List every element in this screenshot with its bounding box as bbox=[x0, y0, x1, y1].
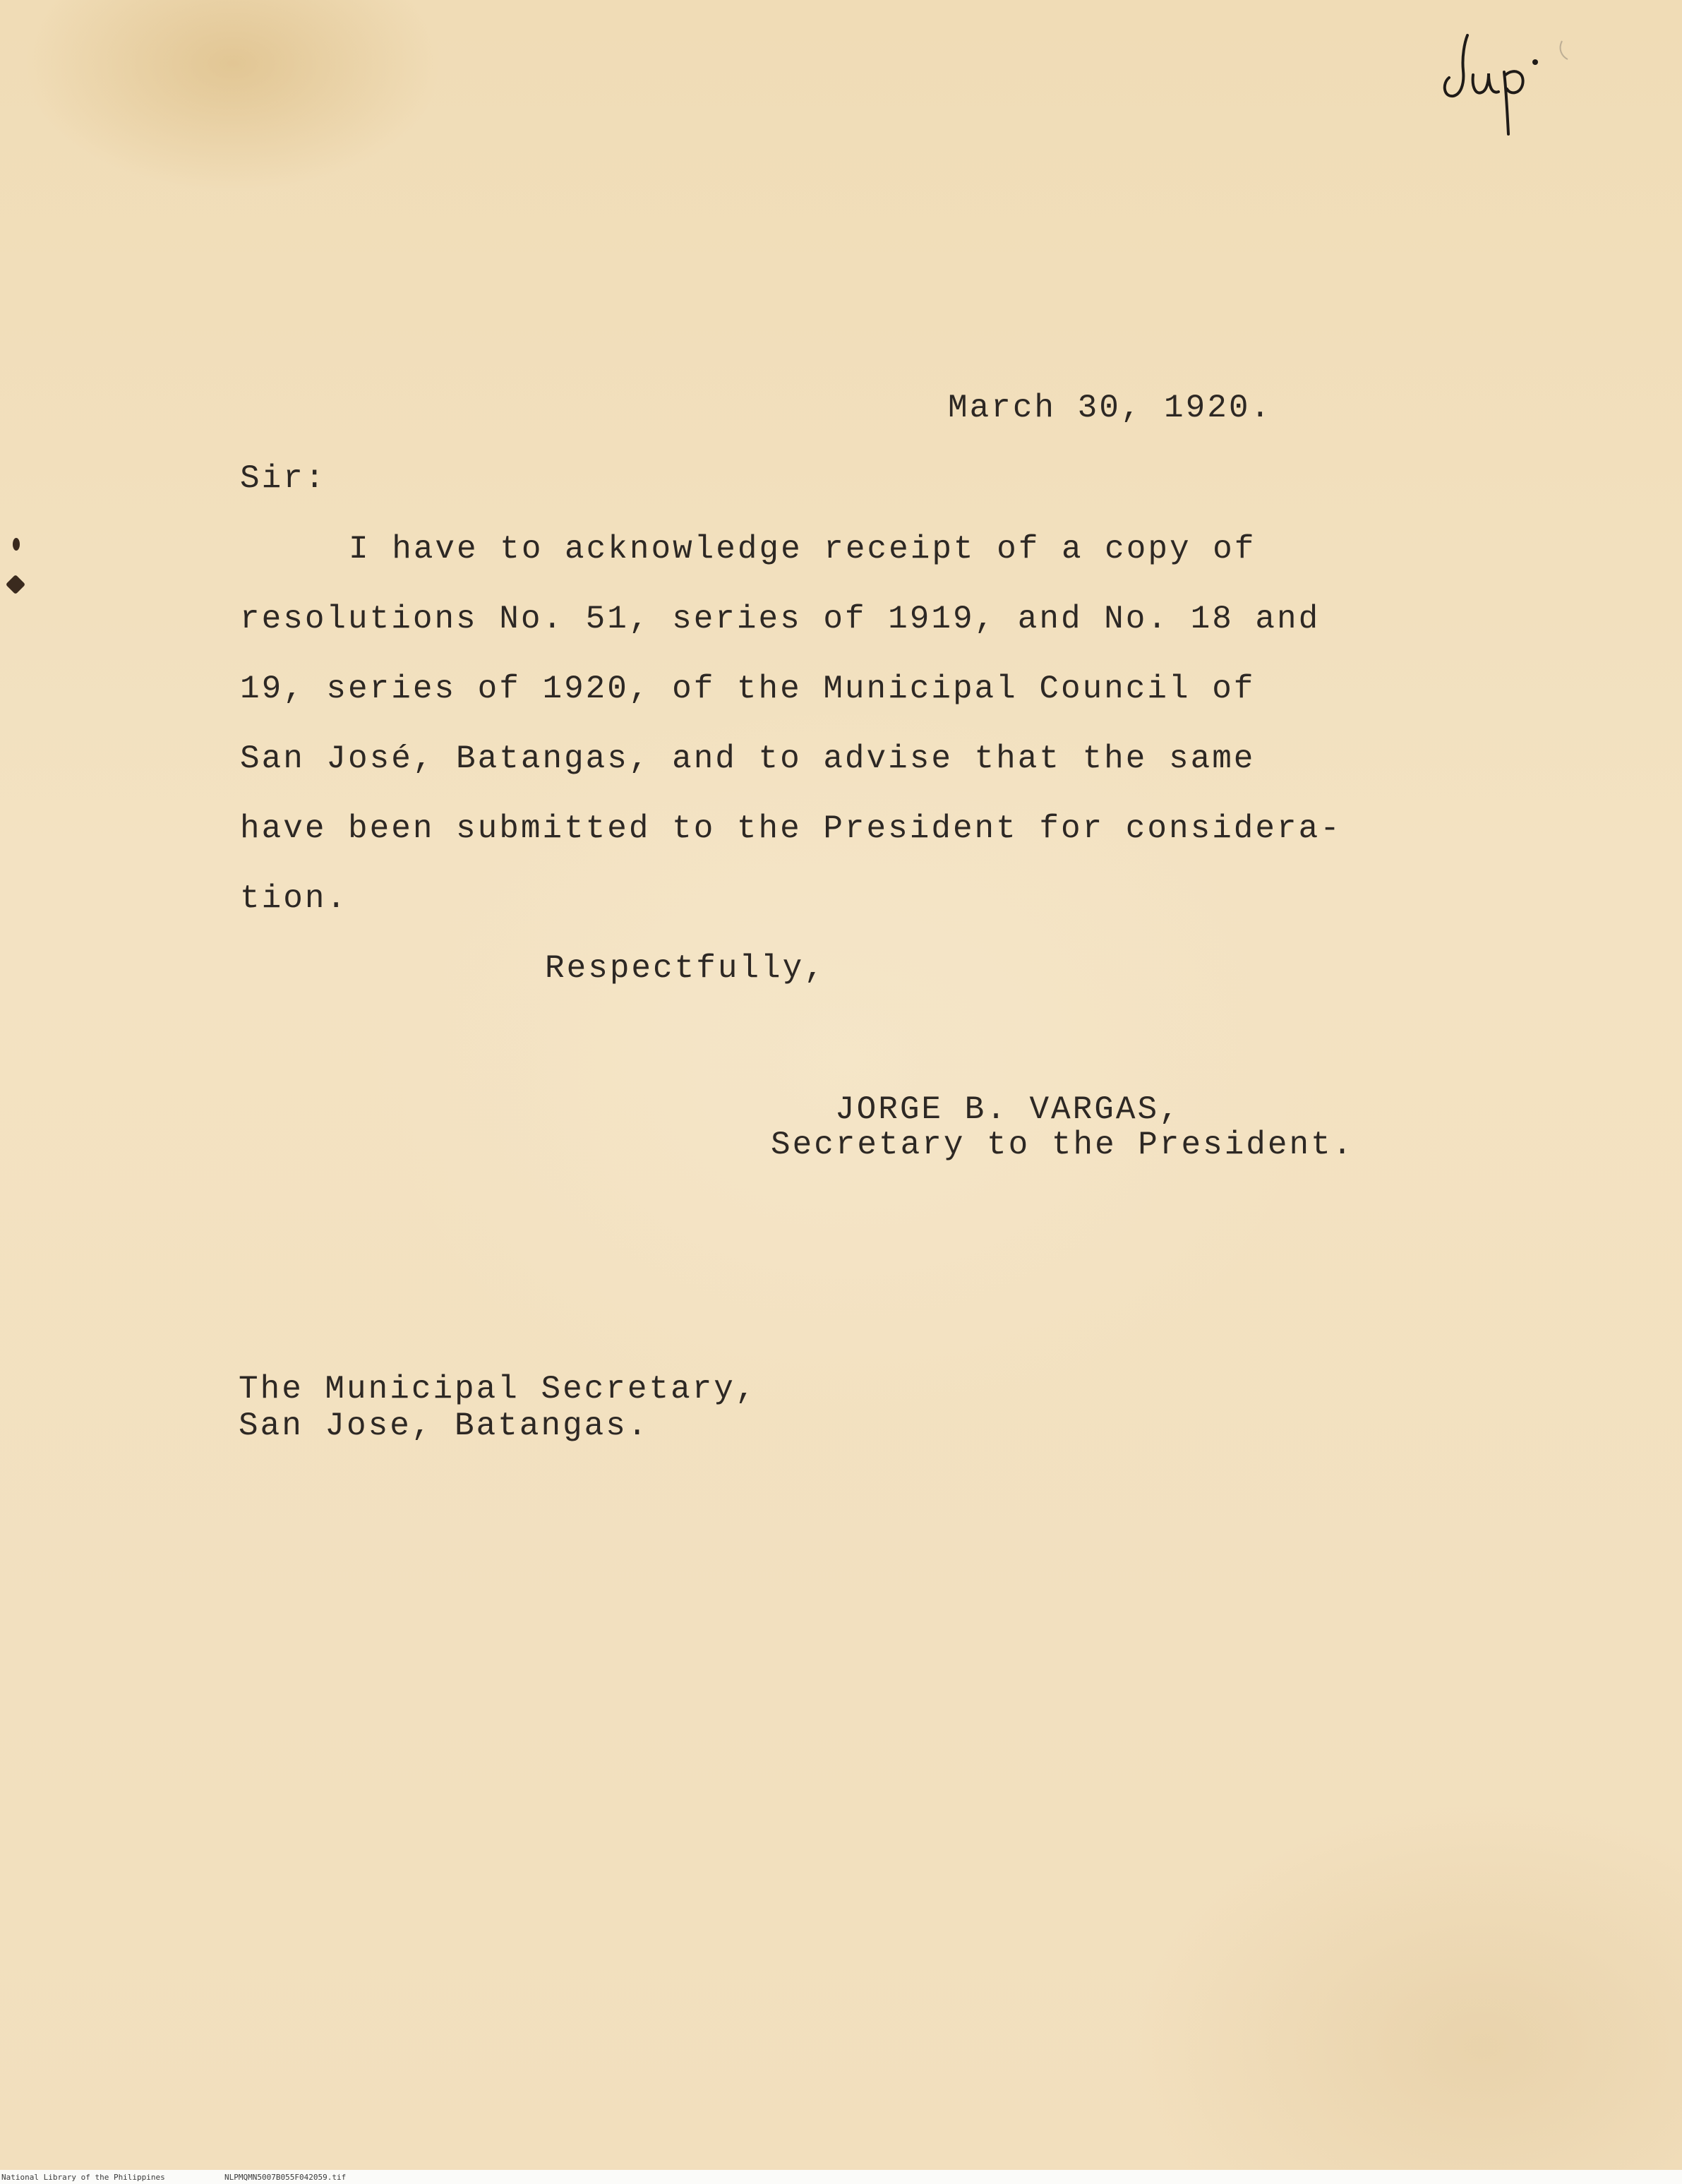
footer-file-name: NLPMQMN5007B055F042059.tif bbox=[224, 2173, 347, 2182]
letter-date: March 30, 1920. bbox=[948, 390, 1273, 426]
closing: Respectfully, bbox=[545, 950, 826, 987]
signatory-title: Secretary to the President. bbox=[771, 1127, 1354, 1163]
body-line: I have to acknowledge receipt of a copy of bbox=[349, 531, 1256, 568]
addressee-line: The Municipal Secretary, bbox=[239, 1371, 757, 1408]
body-line: San José, Batangas, and to advise that the same bbox=[240, 740, 1256, 777]
punch-mark bbox=[13, 538, 20, 551]
body-line: resolutions No. 51, series of 1919, and No. 18 and bbox=[240, 601, 1321, 637]
footer-institution: National Library of the Philippines bbox=[1, 2173, 165, 2182]
handwritten-dup-note bbox=[1436, 28, 1578, 141]
signatory-name: JORGE B. VARGAS, bbox=[835, 1091, 1181, 1128]
addressee-line: San Jose, Batangas. bbox=[239, 1408, 649, 1444]
salutation: Sir: bbox=[240, 460, 327, 497]
punch-mark bbox=[6, 575, 25, 594]
body-line: have been submitted to the President for considera- bbox=[240, 810, 1342, 847]
body-line: 19, series of 1920, of the Municipal Council of bbox=[240, 671, 1256, 707]
body-line: tion. bbox=[240, 880, 349, 917]
